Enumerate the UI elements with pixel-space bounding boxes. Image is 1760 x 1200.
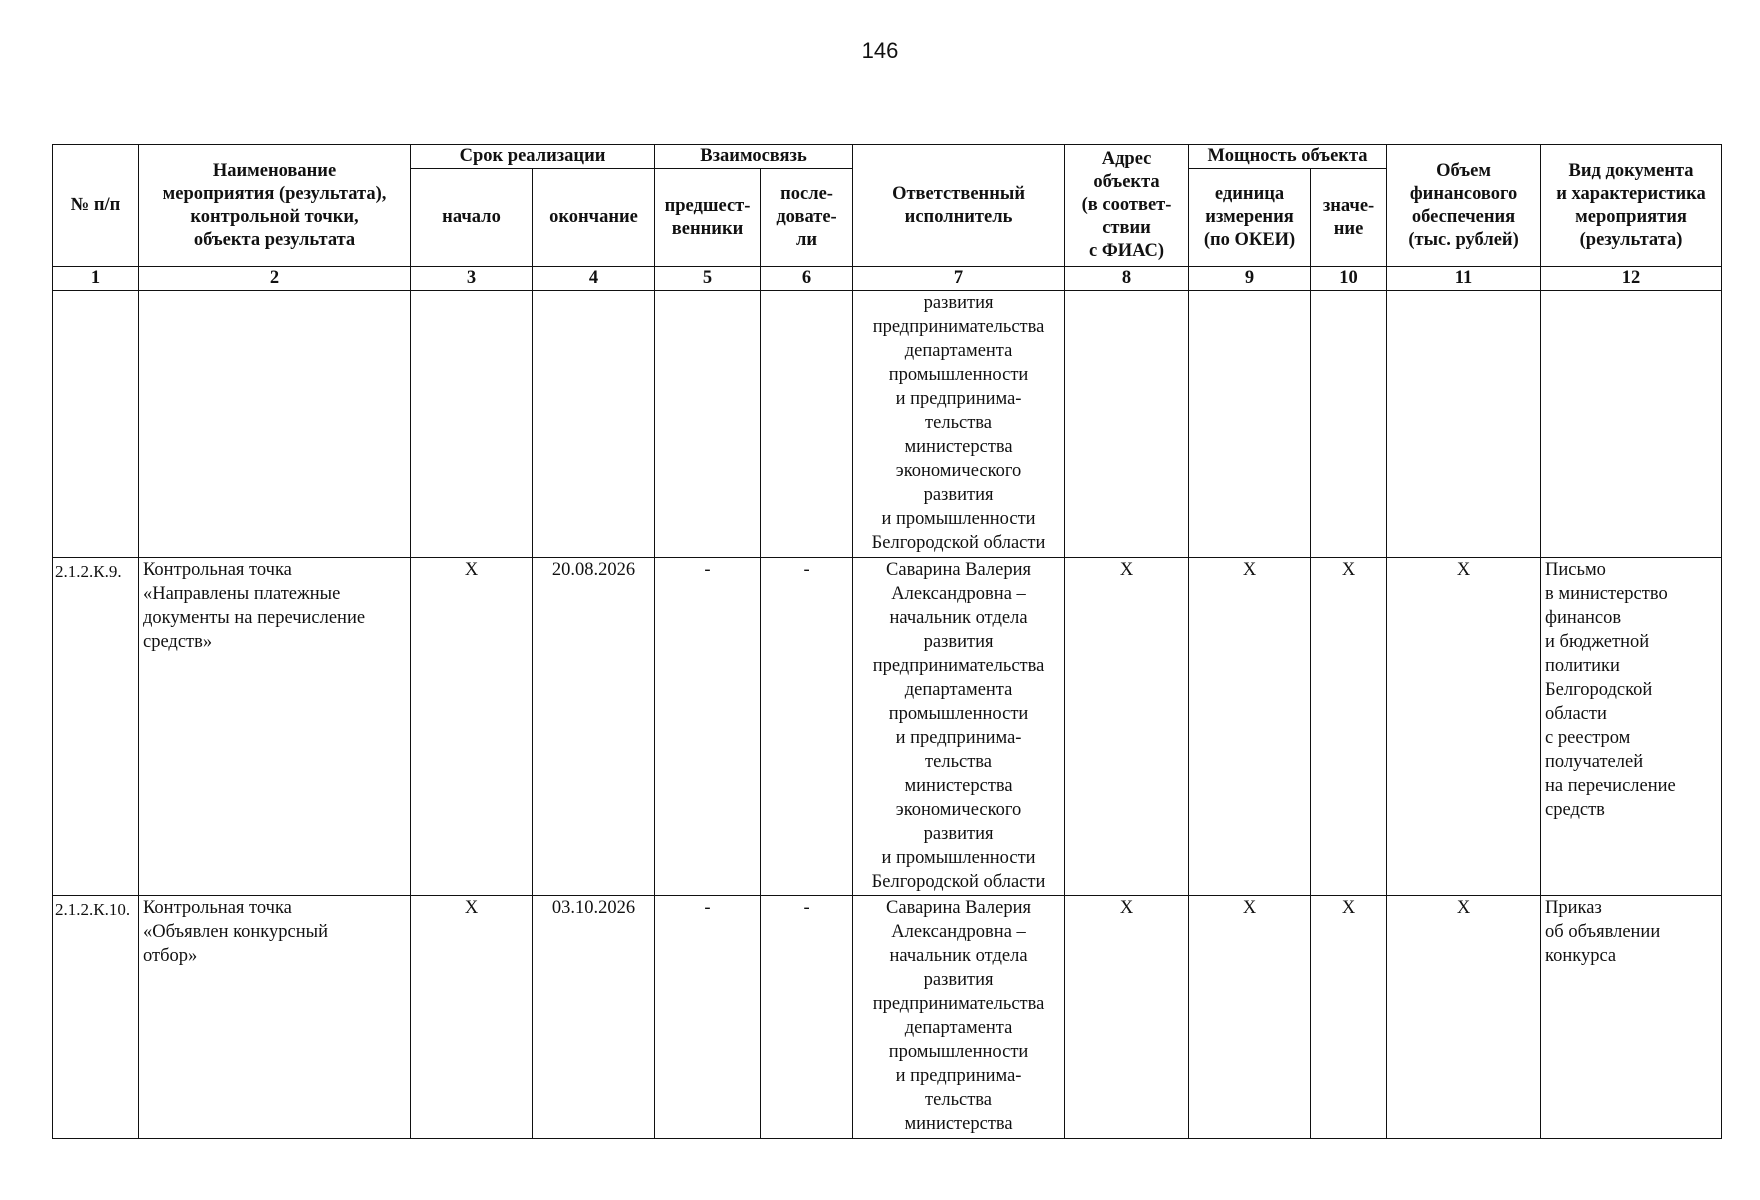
row-prev [655, 291, 761, 558]
column-number: 8 [1065, 267, 1189, 291]
text-line: обеспечения [1411, 206, 1516, 227]
text-line: Белгородской [1545, 680, 1653, 700]
text-line: конкурса [1545, 946, 1617, 966]
table-row [53, 291, 1722, 558]
row-document [1541, 558, 1722, 896]
column-number: 5 [655, 267, 761, 291]
text-line: промышленности [888, 365, 1029, 385]
header-link-prev [655, 169, 761, 267]
text-line: политики [1545, 656, 1620, 676]
text-line: и предпринима- [895, 728, 1022, 748]
header-finance [1387, 145, 1541, 267]
row-finance: X [1387, 896, 1541, 1139]
text-line: предшест- [664, 195, 751, 216]
text-line: Адрес [1101, 149, 1152, 169]
row-next: - [761, 558, 853, 896]
column-number: 7 [853, 267, 1065, 291]
text-line: «Направлены платежные [143, 584, 341, 604]
text-line: объекта результата [193, 229, 356, 250]
text-line: экономического [895, 461, 1022, 481]
text-line: департамента [904, 1018, 1013, 1038]
text-line: довате- [776, 207, 837, 227]
row-responsible [853, 291, 1065, 558]
row-id [53, 291, 139, 558]
text-line: Контрольная точка [143, 898, 292, 918]
text-line: с ФИАС) [1088, 241, 1165, 261]
row-id: 2.1.2.К.9. [53, 558, 139, 896]
text-line: Александровна – [891, 922, 1026, 942]
header-link-next [761, 169, 853, 267]
text-line: развития [923, 485, 994, 505]
text-line: Саварина Валерия [886, 560, 1032, 580]
text-line: измерения [1205, 207, 1294, 227]
text-line: и промышленности [881, 848, 1036, 868]
column-number: 4 [533, 267, 655, 291]
text-line: министерства [904, 776, 1013, 796]
text-line: начальник отдела [889, 608, 1028, 628]
text-line: исполнитель [904, 206, 1013, 227]
text-line: и характеристика [1556, 183, 1706, 204]
row-start [411, 291, 533, 558]
row-id: 2.1.2.К.10. [53, 896, 139, 1139]
text-line: в министерство [1545, 584, 1668, 604]
row-end: 03.10.2026 [533, 896, 655, 1139]
row-next: - [761, 896, 853, 1139]
text-line: мероприятия [1575, 206, 1687, 227]
row-unit: X [1189, 896, 1311, 1139]
text-line: с реестром [1545, 728, 1631, 748]
column-number: 9 [1189, 267, 1311, 291]
text-line: промышленности [888, 704, 1029, 724]
text-line: министерства [904, 1114, 1013, 1134]
header-term-start: начало [411, 169, 533, 267]
header-capacity-group: Мощность объекта [1189, 145, 1387, 169]
text-line: (в соответ- [1081, 195, 1172, 215]
text-line: тельства [925, 413, 993, 433]
header-term-end: окончание [533, 169, 655, 267]
text-line: финансового [1409, 183, 1518, 204]
row-document [1541, 291, 1722, 558]
text-line: и бюджетной [1545, 632, 1650, 652]
row-value [1311, 291, 1387, 558]
row-end [533, 291, 655, 558]
row-prev: - [655, 558, 761, 896]
text-line: Вид документа [1568, 160, 1694, 181]
text-line: и промышленности [881, 509, 1036, 529]
text-line: тельства [925, 1090, 993, 1110]
text-line: ли [796, 230, 818, 250]
text-line: Белгородской области [871, 872, 1046, 892]
row-unit: X [1189, 558, 1311, 896]
implementation-plan-table [52, 144, 1722, 1139]
column-number: 3 [411, 267, 533, 291]
text-line: экономического [895, 800, 1022, 820]
text-line: Александровна – [891, 584, 1026, 604]
text-line: и предпринима- [895, 389, 1022, 409]
text-line: развития [923, 293, 994, 313]
text-line: начальник отдела [889, 946, 1028, 966]
table-row [53, 558, 1722, 896]
text-line: венники [671, 218, 744, 239]
text-line: Саварина Валерия [886, 898, 1032, 918]
header-value [1311, 169, 1387, 267]
row-address: X [1065, 896, 1189, 1139]
column-number: 12 [1541, 267, 1722, 291]
text-line: области [1545, 704, 1607, 724]
header-number: № п/п [53, 145, 139, 267]
text-line: Письмо [1545, 560, 1606, 580]
text-line: Белгородской области [871, 533, 1046, 553]
row-name [139, 896, 411, 1139]
text-line: отбор» [143, 946, 198, 966]
row-responsible [853, 558, 1065, 896]
header-responsible [853, 145, 1065, 267]
text-line: средств [1545, 800, 1605, 820]
text-line: (результата) [1579, 229, 1683, 250]
header-unit [1189, 169, 1311, 267]
text-line: документы на перечисление [143, 608, 366, 628]
row-address [1065, 291, 1189, 558]
row-address: X [1065, 558, 1189, 896]
row-unit [1189, 291, 1311, 558]
text-line: ствии [1102, 218, 1151, 238]
header-term-group: Срок реализации [411, 145, 655, 169]
text-line: на перечисление [1545, 776, 1676, 796]
column-number: 2 [139, 267, 411, 291]
row-name [139, 291, 411, 558]
text-line: Наименование [212, 160, 337, 181]
header-name [139, 145, 411, 267]
row-name [139, 558, 411, 896]
page-number: 146 [861, 38, 899, 63]
row-start: X [411, 896, 533, 1139]
text-line: развития [923, 632, 994, 652]
text-line: департамента [904, 680, 1013, 700]
text-line: Контрольная точка [143, 560, 292, 580]
text-line: Ответственный [892, 183, 1025, 204]
text-line: Объем [1436, 160, 1491, 181]
text-line: (по ОКЕИ) [1203, 230, 1296, 250]
text-line: министерства [904, 437, 1013, 457]
text-line: «Объявлен конкурсный [143, 922, 328, 942]
header-address [1065, 145, 1189, 267]
text-line: мероприятия (результата), [162, 183, 387, 204]
text-line: предпринимательства [872, 317, 1045, 337]
text-line: после- [780, 184, 833, 204]
text-line: контрольной точки, [190, 206, 359, 227]
row-next [761, 291, 853, 558]
row-end: 20.08.2026 [533, 558, 655, 896]
row-value: X [1311, 896, 1387, 1139]
text-line: ние [1333, 218, 1364, 239]
text-line: об объявлении [1545, 922, 1661, 942]
row-prev: - [655, 896, 761, 1139]
text-line: департамента [904, 341, 1013, 361]
column-number: 11 [1387, 267, 1541, 291]
text-line: средств» [143, 632, 213, 652]
text-line: значе- [1322, 195, 1375, 216]
text-line: предпринимательства [872, 656, 1045, 676]
text-line: (тыс. рублей) [1408, 229, 1519, 250]
column-number: 1 [53, 267, 139, 291]
header-document [1541, 145, 1722, 267]
text-line: развития [923, 970, 994, 990]
text-line: промышленности [888, 1042, 1029, 1062]
text-line: получателей [1545, 752, 1644, 772]
text-line: развития [923, 824, 994, 844]
column-number: 10 [1311, 267, 1387, 291]
text-line: тельства [925, 752, 993, 772]
row-finance: X [1387, 558, 1541, 896]
text-line: Приказ [1545, 898, 1602, 918]
header-link-group: Взаимосвязь [655, 145, 853, 169]
text-line: предпринимательства [872, 994, 1045, 1014]
row-document [1541, 896, 1722, 1139]
row-start: X [411, 558, 533, 896]
text-line: и предпринима- [895, 1066, 1022, 1086]
row-value: X [1311, 558, 1387, 896]
text-line: единица [1214, 184, 1285, 204]
row-responsible [853, 896, 1065, 1139]
text-line: объекта [1093, 172, 1160, 192]
text-line: финансов [1545, 608, 1622, 628]
column-number: 6 [761, 267, 853, 291]
row-finance [1387, 291, 1541, 558]
table-row [53, 896, 1722, 1139]
